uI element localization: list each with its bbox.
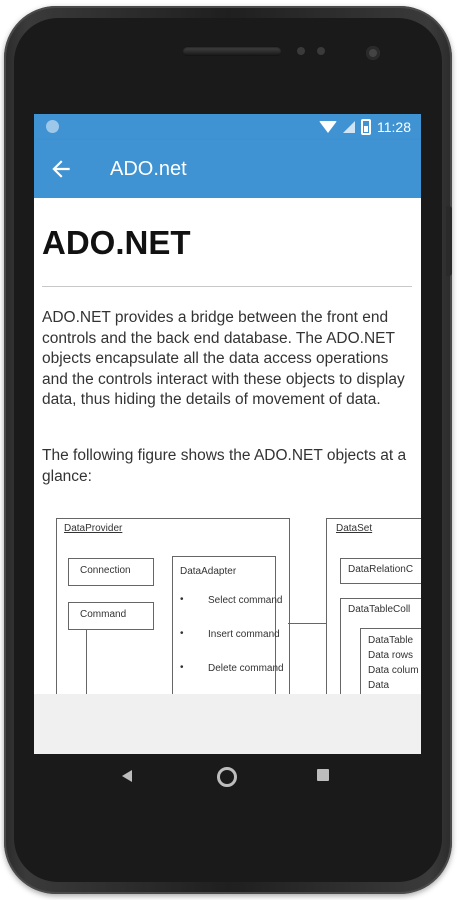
screen xyxy=(34,114,421,754)
data-relation-label: DataRelationC xyxy=(348,564,414,575)
front-camera xyxy=(366,46,380,60)
battery-icon xyxy=(361,119,371,135)
data-provider-label: DataProvider xyxy=(64,523,123,534)
bullet: • xyxy=(180,594,184,605)
ado-net-diagram xyxy=(34,498,421,694)
status-bar xyxy=(34,114,421,140)
paragraph: ADO.NET provides a bridge between the front end controls and the back end database. The ADO.NET objects encapsulate all the data access operations and the controls interact with these objects to display data, thus hiding the details of movement of data. xyxy=(42,309,405,408)
circle-home-icon[interactable] xyxy=(217,767,237,787)
data-adapter-label: DataAdapter xyxy=(180,566,237,577)
command-connector xyxy=(86,629,87,694)
data-table-collection-label: DataTableColl xyxy=(348,604,411,615)
data-table-item: Data xyxy=(368,680,390,691)
app-bar xyxy=(34,140,421,198)
status-icons xyxy=(319,118,411,136)
paragraph: The following figure shows the ADO.NET objects at a glance: xyxy=(42,447,407,485)
side-button xyxy=(446,206,452,276)
dataset-label: DataSet xyxy=(336,523,373,534)
status-time: 11:28 xyxy=(377,119,411,135)
wifi-icon xyxy=(319,121,337,133)
data-table-item: Data colum xyxy=(368,665,419,676)
adapter-item: Delete command xyxy=(208,663,284,674)
adapter-item: Select command xyxy=(208,595,283,606)
adapter-item: Insert command xyxy=(208,629,280,640)
data-table-item: DataTable xyxy=(368,635,414,646)
proximity-sensor xyxy=(297,47,305,55)
bullet: • xyxy=(180,628,184,639)
light-sensor xyxy=(317,47,325,55)
square-recent-icon[interactable] xyxy=(317,769,329,781)
connection-label: Connection xyxy=(80,565,131,576)
notification-icon xyxy=(46,120,59,133)
command-label: Command xyxy=(80,609,127,620)
app-title: ADO.net xyxy=(110,158,187,180)
arrow-left-icon[interactable] xyxy=(48,156,74,182)
navigation-bar xyxy=(34,754,421,800)
data-table-item: Data rows xyxy=(368,650,414,661)
triangle-back-icon[interactable] xyxy=(122,770,132,782)
earpiece-speaker xyxy=(182,46,282,56)
provider-dataset-connector xyxy=(288,623,326,624)
page-title: ADO.NET xyxy=(42,224,191,261)
empty-area xyxy=(34,694,421,754)
article-content xyxy=(34,198,421,694)
signal-icon xyxy=(343,121,355,133)
bullet: • xyxy=(180,662,184,673)
divider xyxy=(42,286,412,287)
